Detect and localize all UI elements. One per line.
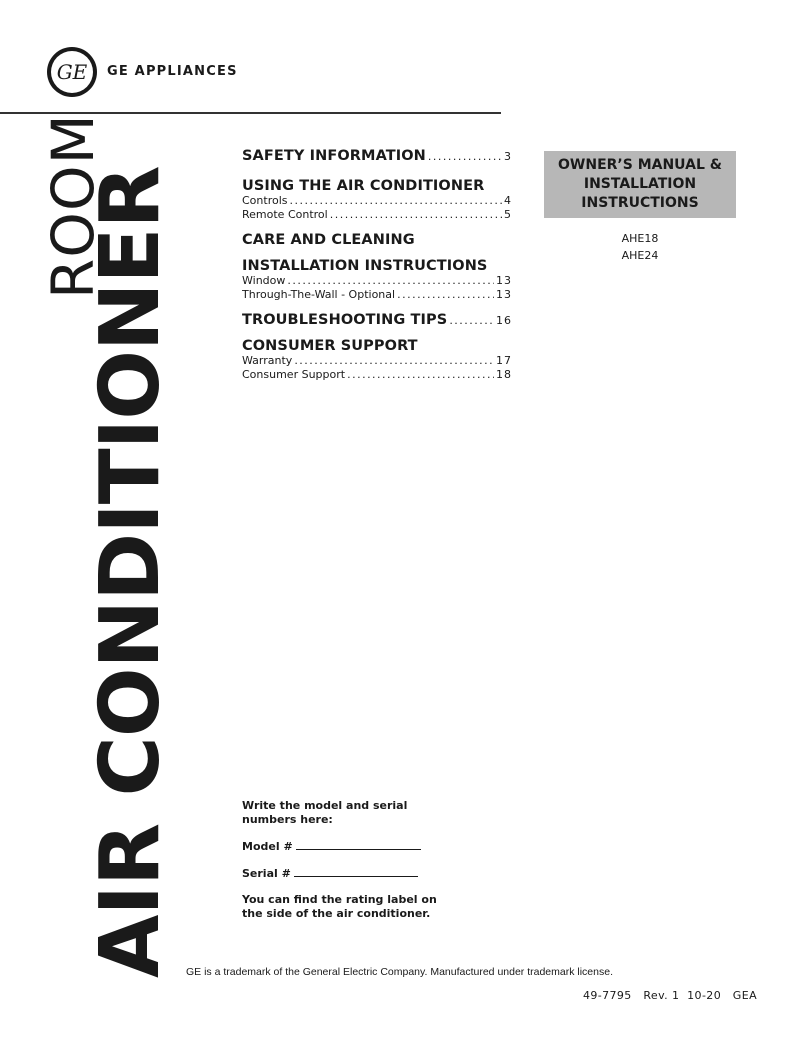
toc-page-number: 3 — [504, 150, 512, 163]
toc-page-number: 5 — [504, 208, 512, 221]
document-number: 49-7795 Rev. 1 10-20 GEA — [582, 989, 757, 1002]
vertical-title-room: ROOM — [39, 113, 107, 299]
toc-page-number: 17 — [496, 354, 512, 367]
toc-entry-label: Controls — [242, 194, 288, 207]
model-field-row — [242, 839, 472, 854]
toc-page-number: 13 — [496, 288, 512, 301]
toc-section-title: SAFETY INFORMATION — [242, 148, 426, 164]
manual-box-line: OWNER’S MANUAL & — [558, 157, 722, 173]
model-write-line — [296, 839, 421, 850]
toc-section-title: USING THE AIR CONDITIONER — [242, 178, 485, 194]
model-number: AHE24 — [621, 249, 659, 262]
svg-text:GE: GE — [56, 60, 88, 84]
toc-entry[interactable] — [242, 288, 512, 302]
toc-leader-dots — [287, 274, 494, 288]
toc-section-heading[interactable] — [242, 338, 512, 354]
ge-logo-icon — [46, 46, 98, 98]
toc-section — [242, 232, 512, 248]
manual-box-line: INSTALLATION — [583, 176, 697, 192]
toc-section-heading[interactable] — [242, 232, 512, 248]
model-list — [544, 230, 736, 264]
toc-section-title: CONSUMER SUPPORT — [242, 338, 418, 354]
brand-name: GE APPLIANCES — [107, 64, 238, 79]
toc-section — [242, 338, 512, 382]
manual-box-line: INSTRUCTIONS — [581, 195, 699, 211]
toc-section — [242, 148, 512, 164]
vertical-title-air-conditioner: AIR CONDITIONER — [83, 166, 178, 978]
toc-leader-dots — [330, 208, 502, 222]
serial-write-line — [294, 866, 418, 877]
toc-entry-label: Warranty — [242, 354, 293, 367]
toc-section-title: CARE AND CLEANING — [242, 232, 415, 248]
toc-leader-dots — [397, 288, 494, 302]
toc-page-number: 4 — [504, 194, 512, 207]
serial-field-row — [242, 866, 472, 881]
manual-type-box — [544, 151, 736, 218]
toc-leader-dots — [428, 150, 502, 163]
rating-label-note: You can find the rating label on the side of the air conditioner. — [242, 893, 437, 920]
record-section — [242, 799, 472, 921]
toc-section — [242, 258, 512, 302]
toc-page-number: 16 — [496, 314, 512, 327]
toc-page-number: 18 — [496, 368, 512, 381]
toc-entry-label: Remote Control — [242, 208, 328, 221]
toc-entry[interactable] — [242, 194, 512, 208]
toc-section — [242, 312, 512, 328]
model-number: AHE18 — [621, 232, 659, 245]
toc-section-heading[interactable] — [242, 312, 512, 328]
serial-label: Serial # — [242, 867, 291, 880]
toc-page-number: 13 — [496, 274, 512, 287]
toc-leader-dots — [290, 194, 503, 208]
toc-section-heading[interactable] — [242, 258, 512, 274]
toc-entry-label: Through-The-Wall - Optional — [242, 288, 396, 301]
toc-section — [242, 178, 512, 222]
toc-leader-dots — [294, 354, 494, 368]
toc-section-title: INSTALLATION INSTRUCTIONS — [242, 258, 488, 274]
toc-section-heading[interactable] — [242, 148, 512, 164]
toc-entry[interactable] — [242, 368, 512, 382]
toc-entry[interactable] — [242, 354, 512, 368]
toc-entry[interactable] — [242, 274, 512, 288]
toc-leader-dots — [347, 368, 494, 382]
trademark-notice: GE is a trademark of the General Electric Company. Manufactured under trademark license. — [186, 966, 613, 978]
toc-section-heading[interactable] — [242, 178, 512, 194]
toc-leader-dots — [449, 314, 494, 327]
toc-section-title: TROUBLESHOOTING TIPS — [242, 312, 448, 328]
toc-entry-label: Window — [242, 274, 286, 287]
toc-entry[interactable] — [242, 208, 512, 222]
toc-entry-label: Consumer Support — [242, 368, 346, 381]
model-label: Model # — [242, 840, 293, 853]
record-intro: Write the model and serial numbers here: — [242, 799, 408, 826]
table-of-contents — [242, 148, 512, 392]
